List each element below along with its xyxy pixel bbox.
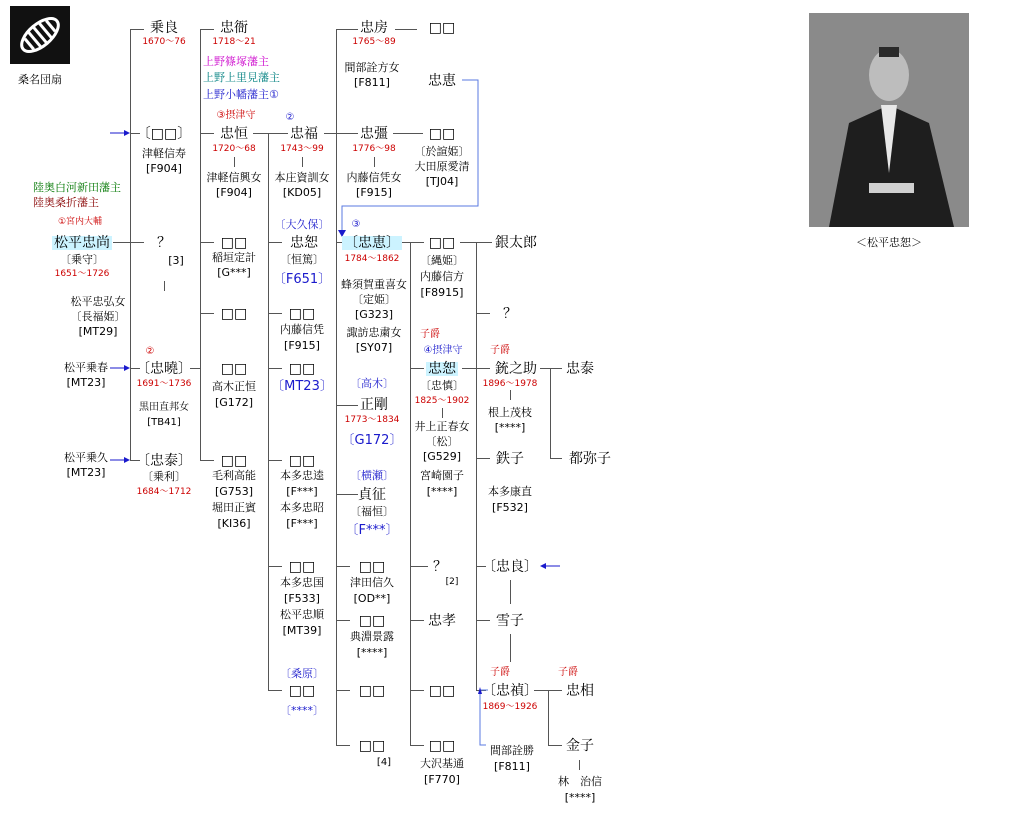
person-noriharu: 松平乗春	[64, 361, 108, 374]
spouse: 本庄資訓女	[274, 171, 330, 184]
spouse-code: [SY07]	[355, 341, 393, 354]
spouse: 稲垣定計	[212, 251, 256, 264]
spouse: 井上正春女	[414, 420, 470, 433]
person-gintaro: 銀太郎	[495, 235, 537, 251]
person-alias: 〔恒篤〕	[280, 253, 324, 266]
person-years: 1691～1736	[136, 379, 192, 389]
spouse-code: [****]	[564, 791, 596, 804]
spouse-code: [TB41]	[147, 417, 181, 428]
person-kaneko: 金子	[566, 738, 594, 754]
person-tadae: 忠恵	[428, 73, 456, 89]
spouse-code: [F8915]	[420, 286, 464, 299]
person-alias: 〔縄姫〕	[420, 254, 464, 267]
spouse: 高木正恒	[212, 380, 256, 393]
spouse: 内藤信方	[420, 270, 464, 283]
rank-label: ③摂津守	[216, 110, 256, 121]
rank-label: ④摂津守	[423, 345, 463, 356]
person-years: 1743～99	[280, 144, 324, 154]
spouse-code: [F***]	[286, 485, 318, 498]
person-tadae-2: 〔忠恵〕	[344, 235, 400, 251]
person-tetsuko: 鉄子	[496, 451, 524, 467]
person-norinaga: 乗良	[150, 20, 178, 36]
spouse: 大田原愛清	[414, 160, 470, 173]
person-tadamamoru: 忠衙	[220, 20, 248, 36]
spouse-code: [****]	[494, 421, 526, 434]
spouse-code: [F811]	[354, 76, 390, 89]
spouse-alias: 〔松〕	[425, 435, 459, 448]
spouse: 蜂須賀重喜女	[341, 278, 407, 291]
rank-label: ②	[145, 346, 155, 357]
person-years: 1684～1712	[136, 487, 192, 497]
person-unknown: □□	[288, 361, 316, 377]
person-unknown: □□	[358, 613, 386, 629]
spouse: 津軽信興女	[206, 171, 262, 184]
person-sadayuki: 貞征	[358, 487, 386, 503]
spouse: 内藤信凭女	[346, 171, 402, 184]
spouse-code: [F532]	[492, 501, 528, 514]
count-note: [4]	[376, 757, 392, 768]
rank-label: 子爵	[558, 667, 578, 678]
person-tadayasu-2: 忠泰	[566, 361, 594, 377]
person-code: 〔F651〕	[272, 272, 332, 287]
spouse-alias: 〔定姫〕	[352, 293, 396, 306]
person-unknown: □□	[428, 126, 456, 142]
person-unknown: □□	[428, 683, 456, 699]
spouse: 本多忠昭	[280, 501, 324, 514]
spouse: 本多忠逵	[280, 469, 324, 482]
title-obata: 上野小幡藩主①	[203, 88, 279, 101]
rank-label: 子爵	[490, 345, 510, 356]
person-code: 〔****〕	[280, 704, 324, 717]
person-years: 1765～89	[352, 37, 396, 47]
person-years: 1773～1834	[344, 415, 400, 425]
spouse-code: [F915]	[356, 186, 392, 199]
spouse-code: [****]	[356, 646, 388, 659]
spouse: 大沢基通	[420, 757, 464, 770]
spouse-code: [MT39]	[282, 624, 322, 637]
person-unknown: ？	[503, 306, 517, 322]
spouse-code: [G172]	[214, 396, 254, 409]
rank-label: ③	[351, 219, 361, 230]
person-code: [MT23]	[66, 466, 106, 479]
person-unknown: □□	[358, 738, 386, 754]
person-tadayoshi-2: 〔忠良〕	[482, 559, 538, 575]
person-unknown: □□	[428, 235, 456, 251]
spouse: 間部詮方女	[344, 61, 400, 74]
crest-caption: 桑名団扇	[18, 73, 62, 86]
person-tadaaki: 〔忠曉〕	[136, 361, 192, 377]
person-masatake: 正剛	[360, 397, 388, 413]
person-code: [MT23]	[66, 376, 106, 389]
person-unknown: □□	[288, 559, 316, 575]
person-tadasada: 〔忠禎〕	[482, 683, 538, 699]
person-tadakyo: 忠彊	[360, 126, 388, 142]
person-tadataka: 忠孝	[428, 613, 456, 629]
person-years: 1720～68	[212, 144, 256, 154]
spouse: 松平忠順	[280, 608, 324, 621]
spouse-code: [G529]	[422, 450, 462, 463]
spouse-code: [KI36]	[217, 517, 251, 530]
spouse: 諏訪忠粛女	[346, 326, 402, 339]
spouse-code: [****]	[426, 485, 458, 498]
person-norihisa: 松平乗久	[64, 451, 108, 464]
spouse: 林 治信	[558, 775, 602, 788]
title-shinozuka: 上野篠塚藩主	[203, 55, 269, 68]
person-unknown: □□	[220, 235, 248, 251]
spouse-code: [F904]	[216, 186, 252, 199]
person-unknown: ？	[157, 235, 171, 251]
person-unknown: □□	[428, 738, 456, 754]
rank-label: ②	[285, 112, 295, 123]
rank-label: 子爵	[420, 329, 440, 340]
spouse: 毛利高能	[212, 469, 256, 482]
person-yukiko: 雪子	[496, 613, 524, 629]
person-tadayoshi: 忠福	[290, 126, 318, 142]
spouse-code: [G753]	[214, 485, 254, 498]
person-tadahiro-2: 忠恕	[428, 361, 456, 377]
spouse-code: [G***]	[217, 266, 251, 279]
person-matsudaira-tadahisa: 松平忠尚	[54, 235, 110, 251]
person-tadatsune: 忠恒	[220, 126, 248, 142]
spouse: 本多康直	[488, 485, 532, 498]
person-alias: 〔福恒〕	[350, 505, 394, 518]
person-unknown: □□	[288, 683, 316, 699]
spouse-code: [F***]	[286, 517, 318, 530]
adopted-family: 〔横瀬〕	[350, 469, 394, 482]
person-tadafusa: 忠房	[360, 20, 388, 36]
person-unknown: □□	[288, 453, 316, 469]
spouse-code: [G323]	[354, 308, 394, 321]
spouse: 根上茂枝	[488, 406, 532, 419]
person-tadahiro: 忠恕	[290, 235, 318, 251]
spouse: 松平忠弘女	[70, 295, 126, 308]
person-unknown: 〔□□〕	[136, 126, 192, 142]
rank-label: 子爵	[490, 667, 510, 678]
spouse-code: [F811]	[494, 760, 530, 773]
person-years: 1784～1862	[344, 254, 400, 264]
person-years: 1670～76	[142, 37, 186, 47]
portrait-caption: ＜松平忠恕＞	[856, 236, 922, 249]
spouse-code: [KD05]	[282, 186, 322, 199]
person-years: 1825～1902	[414, 396, 470, 406]
spouse: 津軽信寿	[142, 147, 186, 160]
person-code: 〔MT23〕	[271, 379, 333, 394]
spouse: 内藤信凭	[280, 323, 324, 336]
spouse: 典淵景露	[350, 630, 394, 643]
person-unknown: □□	[428, 20, 456, 36]
person-tsuyako: 都弥子	[569, 451, 611, 467]
count-note: [3]	[168, 254, 184, 267]
person-alias: 〔乗利〕	[142, 470, 186, 483]
person-code: 〔G172〕	[341, 433, 403, 448]
person-unknown: ？	[433, 559, 447, 575]
spouse: 間部詮勝	[490, 744, 534, 757]
adopted-family: 〔高木〕	[350, 377, 394, 390]
person-alias: 〔忠慎〕	[420, 379, 464, 392]
person-years: 1869～1926	[482, 702, 538, 712]
spouse: 宮崎園子	[420, 469, 464, 482]
person-alias: 〔乗守〕	[60, 253, 104, 266]
spouse-code: [MT29]	[78, 325, 118, 338]
spouse: 本多忠国	[280, 576, 324, 589]
spouse: 堀田正賓	[212, 501, 256, 514]
rank-label: ①宮内大輔	[57, 217, 103, 227]
spouse-alias: 〔長福姫〕	[70, 310, 126, 323]
person-unknown: □□	[358, 559, 386, 575]
spouse: 黒田直邦女	[139, 402, 189, 413]
adopted-family: 〔大久保〕	[274, 218, 330, 231]
person-years: 1651～1726	[54, 269, 110, 279]
person-unknown: □□	[220, 453, 248, 469]
person-unknown: □□	[220, 361, 248, 377]
adopted-family: 〔桑原〕	[280, 667, 324, 680]
person-alias: 〔於諠姫〕	[414, 145, 470, 158]
person-tadayasu: 〔忠泰〕	[136, 453, 192, 469]
person-years: 1896～1978	[482, 379, 538, 389]
spouse-code: [F533]	[284, 592, 320, 605]
spouse-code: [F770]	[424, 773, 460, 786]
spouse-code: [F904]	[146, 162, 182, 175]
spouse: 津田信久	[350, 576, 394, 589]
person-unknown: □□	[358, 683, 386, 699]
spouse-code: [OD**]	[353, 592, 391, 605]
person-years: 1776～98	[352, 144, 396, 154]
person-tadasuke: 忠相	[566, 683, 594, 699]
spouse-code: [TJ04]	[425, 175, 459, 188]
title-shirakawa: 陸奥白河新田藩主	[33, 181, 121, 194]
person-unknown: □□	[220, 306, 248, 322]
title-kamisatomi: 上野上里見藩主	[203, 71, 280, 84]
count-note: [2]	[445, 577, 459, 587]
person-years: 1718～21	[212, 37, 256, 47]
spouse-code: [F915]	[284, 339, 320, 352]
person-unknown: □□	[288, 306, 316, 322]
person-code: 〔F***〕	[345, 523, 399, 538]
title-kori: 陸奥桑折藩主	[33, 196, 99, 209]
person-jusuke: 銃之助	[495, 361, 537, 377]
